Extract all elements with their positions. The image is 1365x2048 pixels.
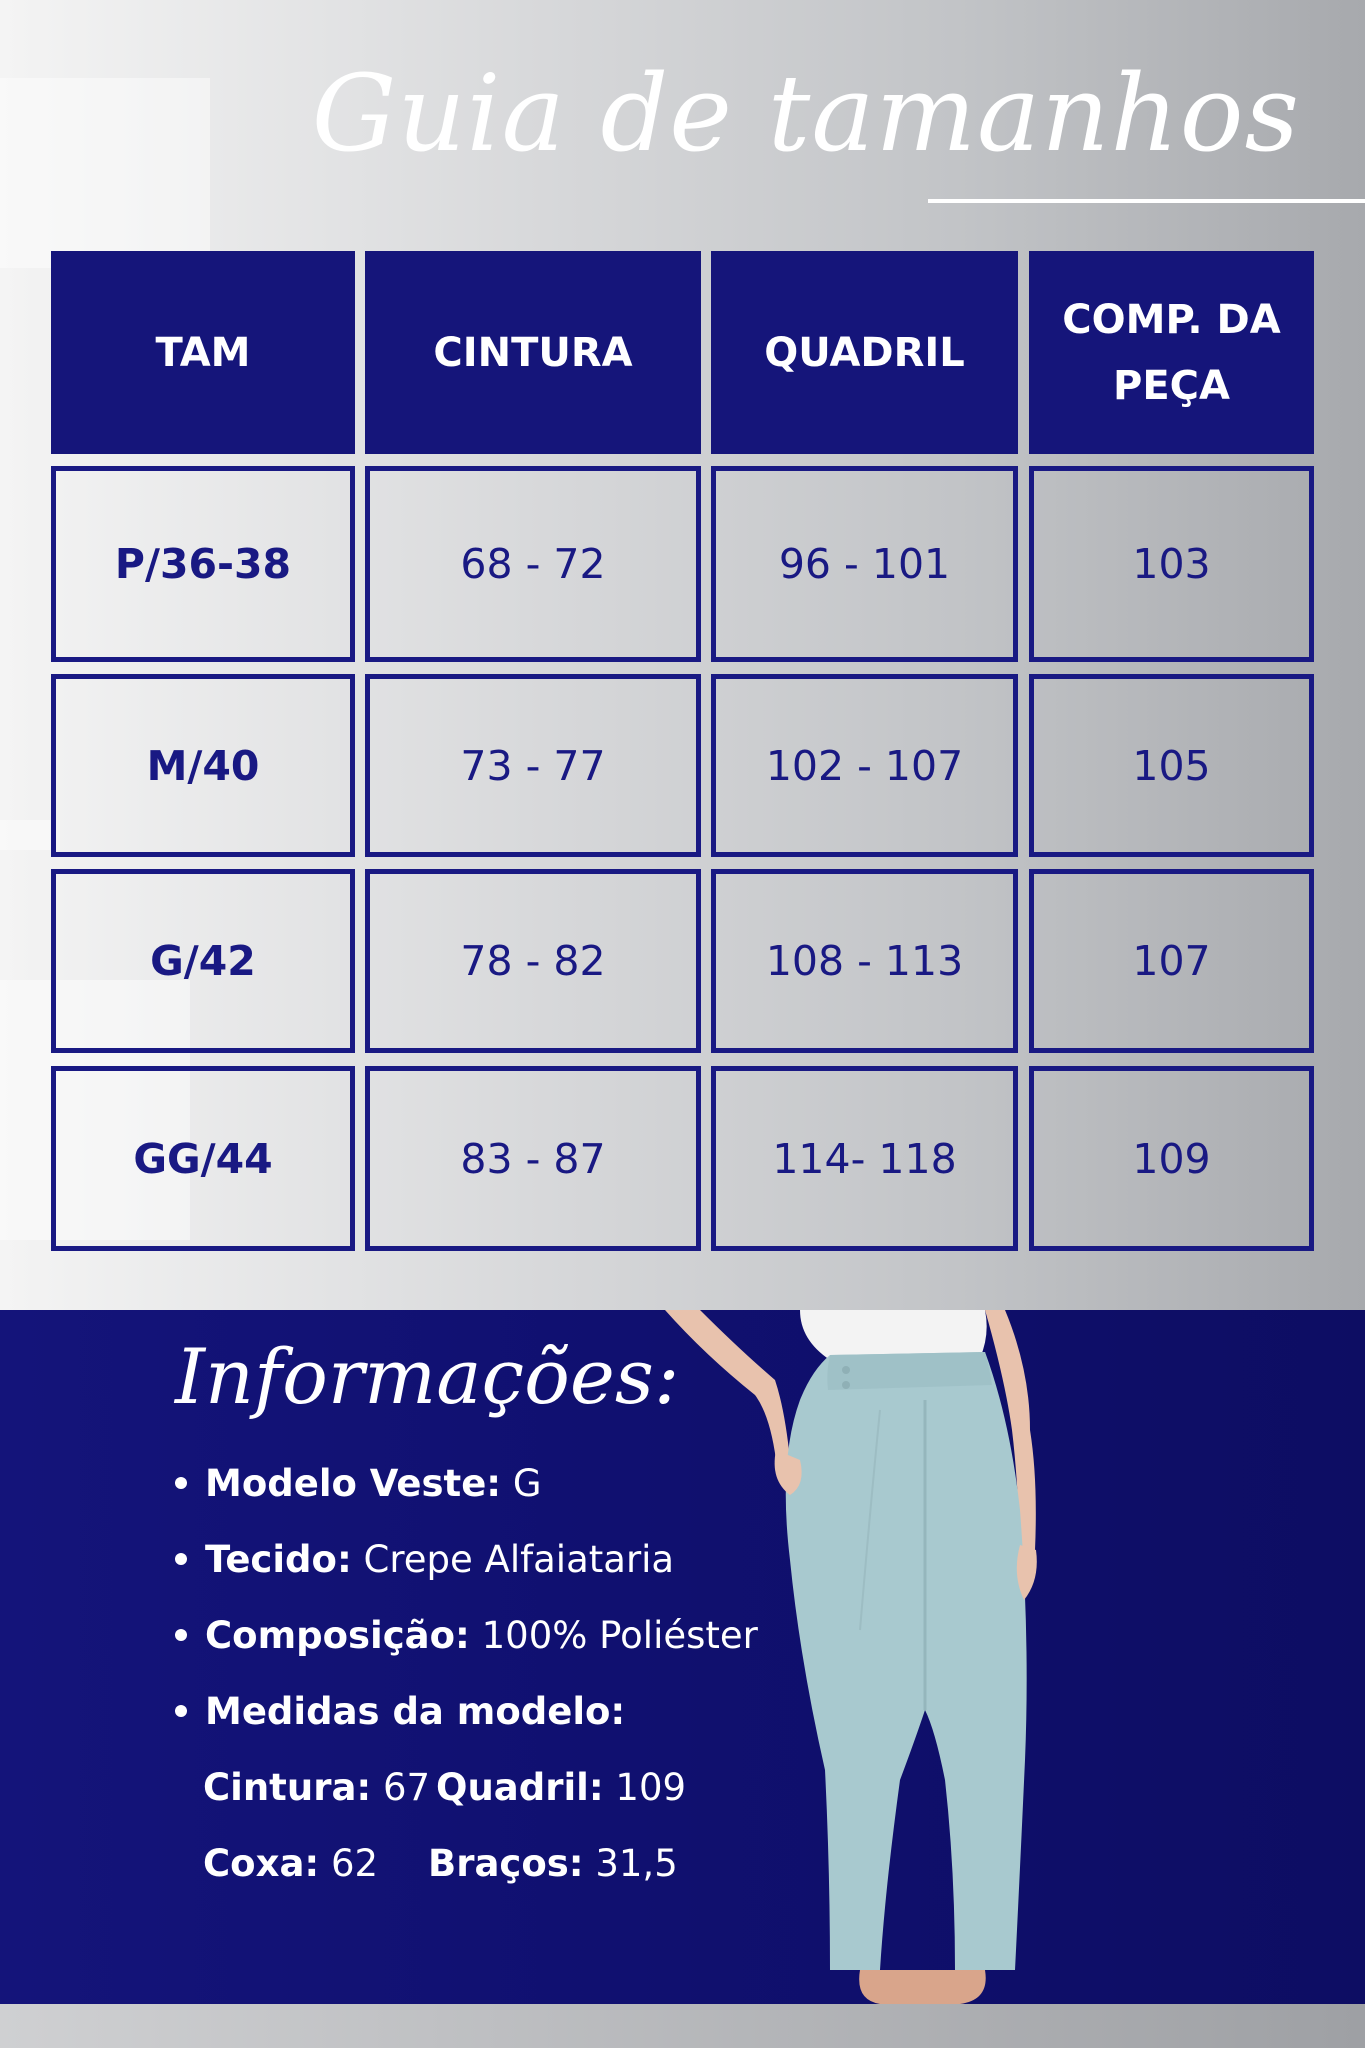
info-item-value: Crepe Alfaiataria <box>351 1538 675 1581</box>
table-cell-size: P/36-38 <box>51 466 355 662</box>
measure-value: 109 <box>603 1766 687 1809</box>
table-cell-comp: 107 <box>1029 869 1314 1053</box>
measure-bracos <box>428 1842 678 1885</box>
info-item-composicao <box>175 1614 758 1657</box>
measure-label: Cintura: <box>203 1766 372 1809</box>
measure-cintura <box>203 1766 430 1809</box>
info-title: Informações: <box>175 1332 680 1421</box>
header-quadril: QUADRIL <box>711 251 1018 454</box>
header-cintura: CINTURA <box>365 251 701 454</box>
header-tam: TAM <box>51 251 355 454</box>
info-panel <box>0 1310 1365 2004</box>
table-cell-cintura: 68 - 72 <box>365 466 701 662</box>
measure-label: Quadril: <box>436 1766 604 1809</box>
table-cell-quadril: 96 - 101 <box>711 466 1018 662</box>
bottom-strip <box>0 2004 1365 2048</box>
title-underline <box>928 199 1365 203</box>
info-item-modelo-veste <box>175 1462 542 1505</box>
table-cell-quadril: 108 - 113 <box>711 869 1018 1053</box>
info-item-medidas <box>175 1690 625 1733</box>
page-title: Guia de tamanhos <box>311 52 1300 175</box>
measure-value: 62 <box>319 1842 379 1885</box>
table-cell-comp: 109 <box>1029 1066 1314 1251</box>
header-comp-da-peca: COMP. DA PEÇA <box>1029 251 1314 454</box>
table-cell-comp: 105 <box>1029 674 1314 857</box>
table-cell-quadril: 102 - 107 <box>711 674 1018 857</box>
info-item-label: Modelo Veste: <box>205 1462 502 1505</box>
info-item-tecido <box>175 1538 674 1581</box>
measure-quadril <box>436 1766 686 1809</box>
table-cell-size: GG/44 <box>51 1066 355 1251</box>
table-cell-cintura: 83 - 87 <box>365 1066 701 1251</box>
bullet-icon <box>175 1705 187 1717</box>
measure-value: 67 <box>371 1766 431 1809</box>
bullet-icon <box>175 1477 187 1489</box>
info-item-value: G <box>501 1462 542 1505</box>
info-item-label: Tecido: <box>205 1538 352 1581</box>
measure-coxa <box>203 1842 378 1885</box>
info-item-label: Composição: <box>205 1614 470 1657</box>
table-cell-quadril: 114- 118 <box>711 1066 1018 1251</box>
info-item-value: 100% Poliéster <box>469 1614 758 1657</box>
measure-label: Braços: <box>428 1842 584 1885</box>
info-item-label: Medidas da modelo: <box>205 1690 626 1733</box>
table-cell-size: G/42 <box>51 869 355 1053</box>
table-cell-size: M/40 <box>51 674 355 857</box>
table-cell-cintura: 78 - 82 <box>365 869 701 1053</box>
decor-shape <box>0 78 210 268</box>
bullet-icon <box>175 1629 187 1641</box>
table-cell-comp: 103 <box>1029 466 1314 662</box>
table-cell-cintura: 73 - 77 <box>365 674 701 857</box>
bullet-icon <box>175 1553 187 1565</box>
measure-value: 31,5 <box>583 1842 678 1885</box>
measure-label: Coxa: <box>203 1842 320 1885</box>
